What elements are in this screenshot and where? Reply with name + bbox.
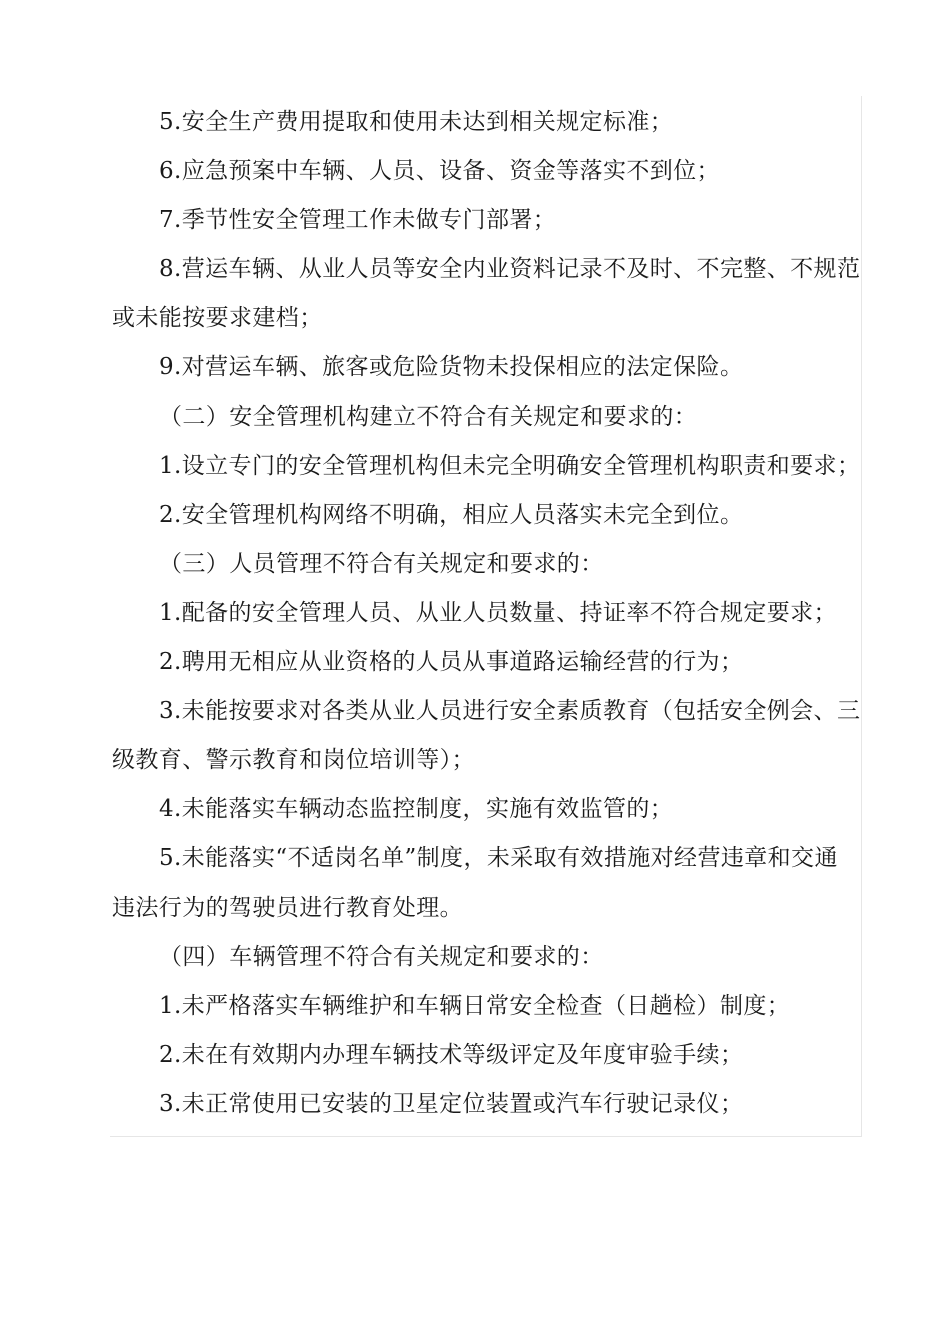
paragraph-line: 违法行为的驾驶员进行教育处理。 [112,894,463,921]
paragraph-line: 4.未能落实车辆动态监控制度，实施有效监管的； [159,796,674,823]
paragraph-line: 3.未能按要求对各类从业人员进行安全素质教育（包括安全例会、三 [159,698,861,725]
paragraph-line: 1.未严格落实车辆维护和车辆日常安全检查（日趟检）制度； [159,992,791,1019]
paragraph-line: 7.季节性安全管理工作未做专门部署； [159,207,557,234]
paragraph-line: 级教育、警示教育和岗位培训等）； [112,747,475,774]
document-body [112,98,922,1129]
paragraph-line: 9.对营运车辆、旅客或危险货物未投保相应的法定保险。 [159,354,744,381]
paragraph-line: 1.配备的安全管理人员、从业人员数量、持证率不符合规定要求； [159,599,837,626]
paragraph-line: 2.安全管理机构网络不明确，相应人员落实未完全到位。 [159,501,744,528]
paragraph-line: 6.应急预案中车辆、人员、设备、资金等落实不到位； [159,158,720,185]
paragraph-line: 5.未能落实“不适岗名单”制度，未采取有效措施对经营违章和交通 [159,845,838,872]
paragraph-line: 8.营运车辆、从业人员等安全内业资料记录不及时、不完整、不规范 [159,256,861,283]
paragraph-line: 2.聘用无相应从业资格的人员从事道路运输经营的行为； [159,649,744,676]
paragraph-line: 5.安全生产费用提取和使用未达到相关规定标准； [159,109,674,135]
paragraph-line: 3.未正常使用已安装的卫星定位装置或汽车行驶记录仪； [159,1090,744,1117]
section-heading: （三）人员管理不符合有关规定和要求的： [159,550,604,577]
paragraph-line: 2.未在有效期内办理车辆技术等级评定及年度审验手续； [159,1041,744,1068]
paragraph-line: 1.设立专门的安全管理机构但未完全明确安全管理机构职责和要求； [159,452,861,479]
section-heading: （二）安全管理机构建立不符合有关规定和要求的： [159,403,698,430]
section-heading: （四）车辆管理不符合有关规定和要求的： [159,943,604,970]
paragraph-line: 或未能按要求建档； [112,305,323,332]
